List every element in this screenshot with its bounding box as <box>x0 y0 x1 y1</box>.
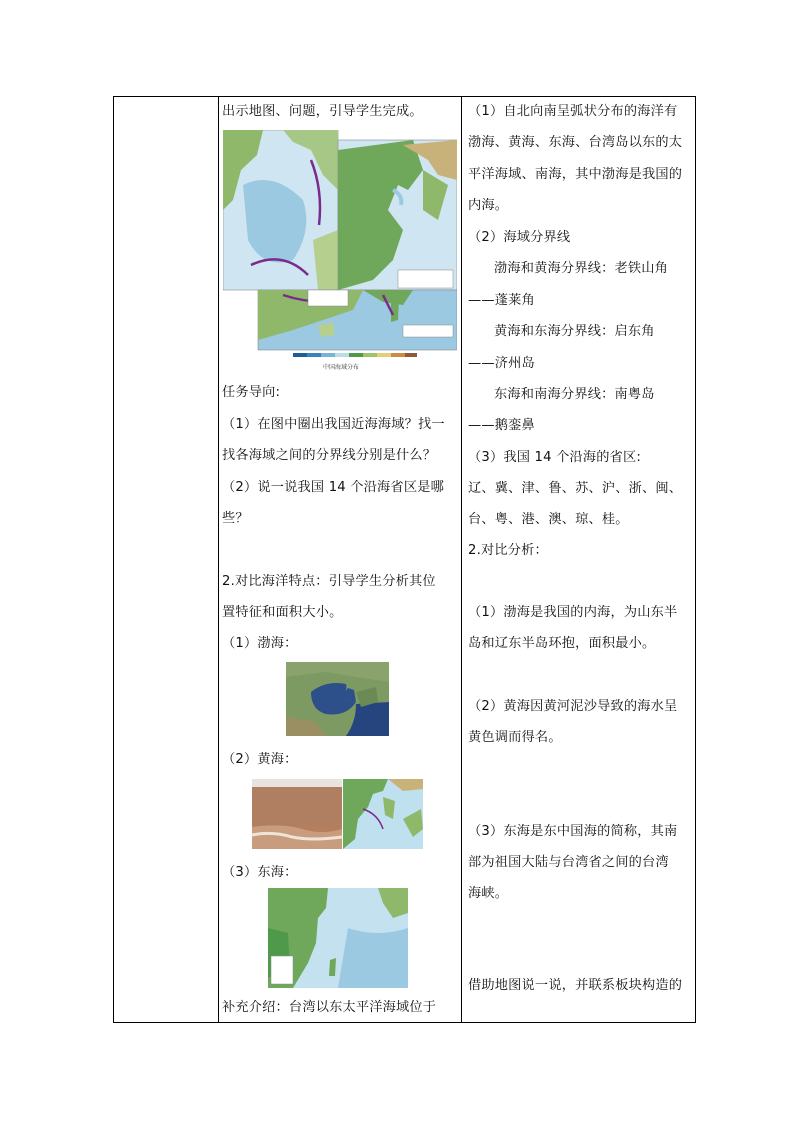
huanghai-label: （2）黄海： <box>222 752 298 767</box>
answer1-line3: 平洋海域、南海，其中渤海是我国的 <box>468 167 683 182</box>
boundary1-line1: 渤海和黄海分界线：老铁山角 <box>494 261 669 276</box>
yellow-sea-map <box>343 779 423 849</box>
yellow-sea-photo <box>252 779 342 849</box>
china-sea-map-graphic <box>223 130 457 372</box>
compare-line1: 2.对比海洋特点：引导学生分析其位 <box>222 574 436 589</box>
bohai-satellite-graphic <box>286 662 389 736</box>
task2-line1: （2）说一说我国 14 个沿海省区是哪 <box>222 480 444 495</box>
answer1-line2: 渤海、黄海、东海、台湾岛以东的太 <box>468 135 683 150</box>
bohai-label: （1）渤海： <box>222 636 298 651</box>
boundary3-line1: 东海和南海分界线：南粤岛 <box>494 387 655 402</box>
task1-line2: 找各海域之间的分界线分别是什么？ <box>222 448 437 463</box>
intro-text: 出示地图、问题，引导学生完成。 <box>222 104 423 119</box>
compare2-line2: 黄色调而得名。 <box>468 730 562 745</box>
compare1-line1: （1）渤海是我国的内海，为山东半 <box>468 605 678 620</box>
column-divider-2 <box>461 97 462 1022</box>
answer2-title: （2）海域分界线 <box>468 230 571 245</box>
answer3-line3: 台、粤、港、澳、琼、桂。 <box>468 512 629 527</box>
task1-line1: （1）在图中圈出我国近海海域？找一 <box>222 417 445 432</box>
final-text: 借助地图说一说，并联系板块构造的 <box>468 978 683 993</box>
compare1-line2: 岛和辽东半岛环抱，面积最小。 <box>468 636 656 651</box>
yellow-sea-map-graphic <box>343 779 423 849</box>
boundary3-line2: ——鹅銮鼻 <box>468 418 535 433</box>
compare3-line3: 海峡。 <box>468 886 509 901</box>
boundary1-line2: ——蓬莱角 <box>468 293 535 308</box>
donghai-label: （3）东海： <box>222 865 298 880</box>
column-divider-1 <box>218 97 219 1022</box>
analysis-title: 2.对比分析： <box>468 543 548 558</box>
answer3-line2: 辽、冀、津、鲁、苏、沪、浙、闽、 <box>468 481 683 496</box>
china-sea-map <box>223 130 457 372</box>
east-sea-map <box>268 888 408 988</box>
yellow-sea-photo-graphic <box>252 779 342 849</box>
supplement-text: 补充介绍：台湾以东太平洋海域位于 <box>222 1000 437 1015</box>
compare3-line2: 部为祖国大陆与台湾省之间的台湾 <box>468 855 669 870</box>
task-title: 任务导向: <box>222 385 281 400</box>
east-sea-map-graphic <box>268 888 408 988</box>
answer1-line4: 内海。 <box>468 198 509 213</box>
answer3-line1: （3）我国 14 个沿海的省区: <box>468 450 642 465</box>
map-caption: 中国海域分布 <box>323 364 360 371</box>
compare2-line1: （2）黄海因黄河泥沙导致的海水呈 <box>468 699 678 714</box>
compare3-line1: （3）东海是东中国海的简称，其南 <box>468 824 678 839</box>
boundary2-line1: 黄海和东海分界线：启东角 <box>494 324 655 339</box>
boundary2-line2: ——济州岛 <box>468 356 535 371</box>
bohai-satellite-image <box>286 662 389 736</box>
task2-line2: 些？ <box>222 511 249 526</box>
answer1-line1: （1）自北向南呈弧状分布的海洋有 <box>468 104 678 119</box>
compare-line2: 置特征和面积大小。 <box>222 605 343 620</box>
